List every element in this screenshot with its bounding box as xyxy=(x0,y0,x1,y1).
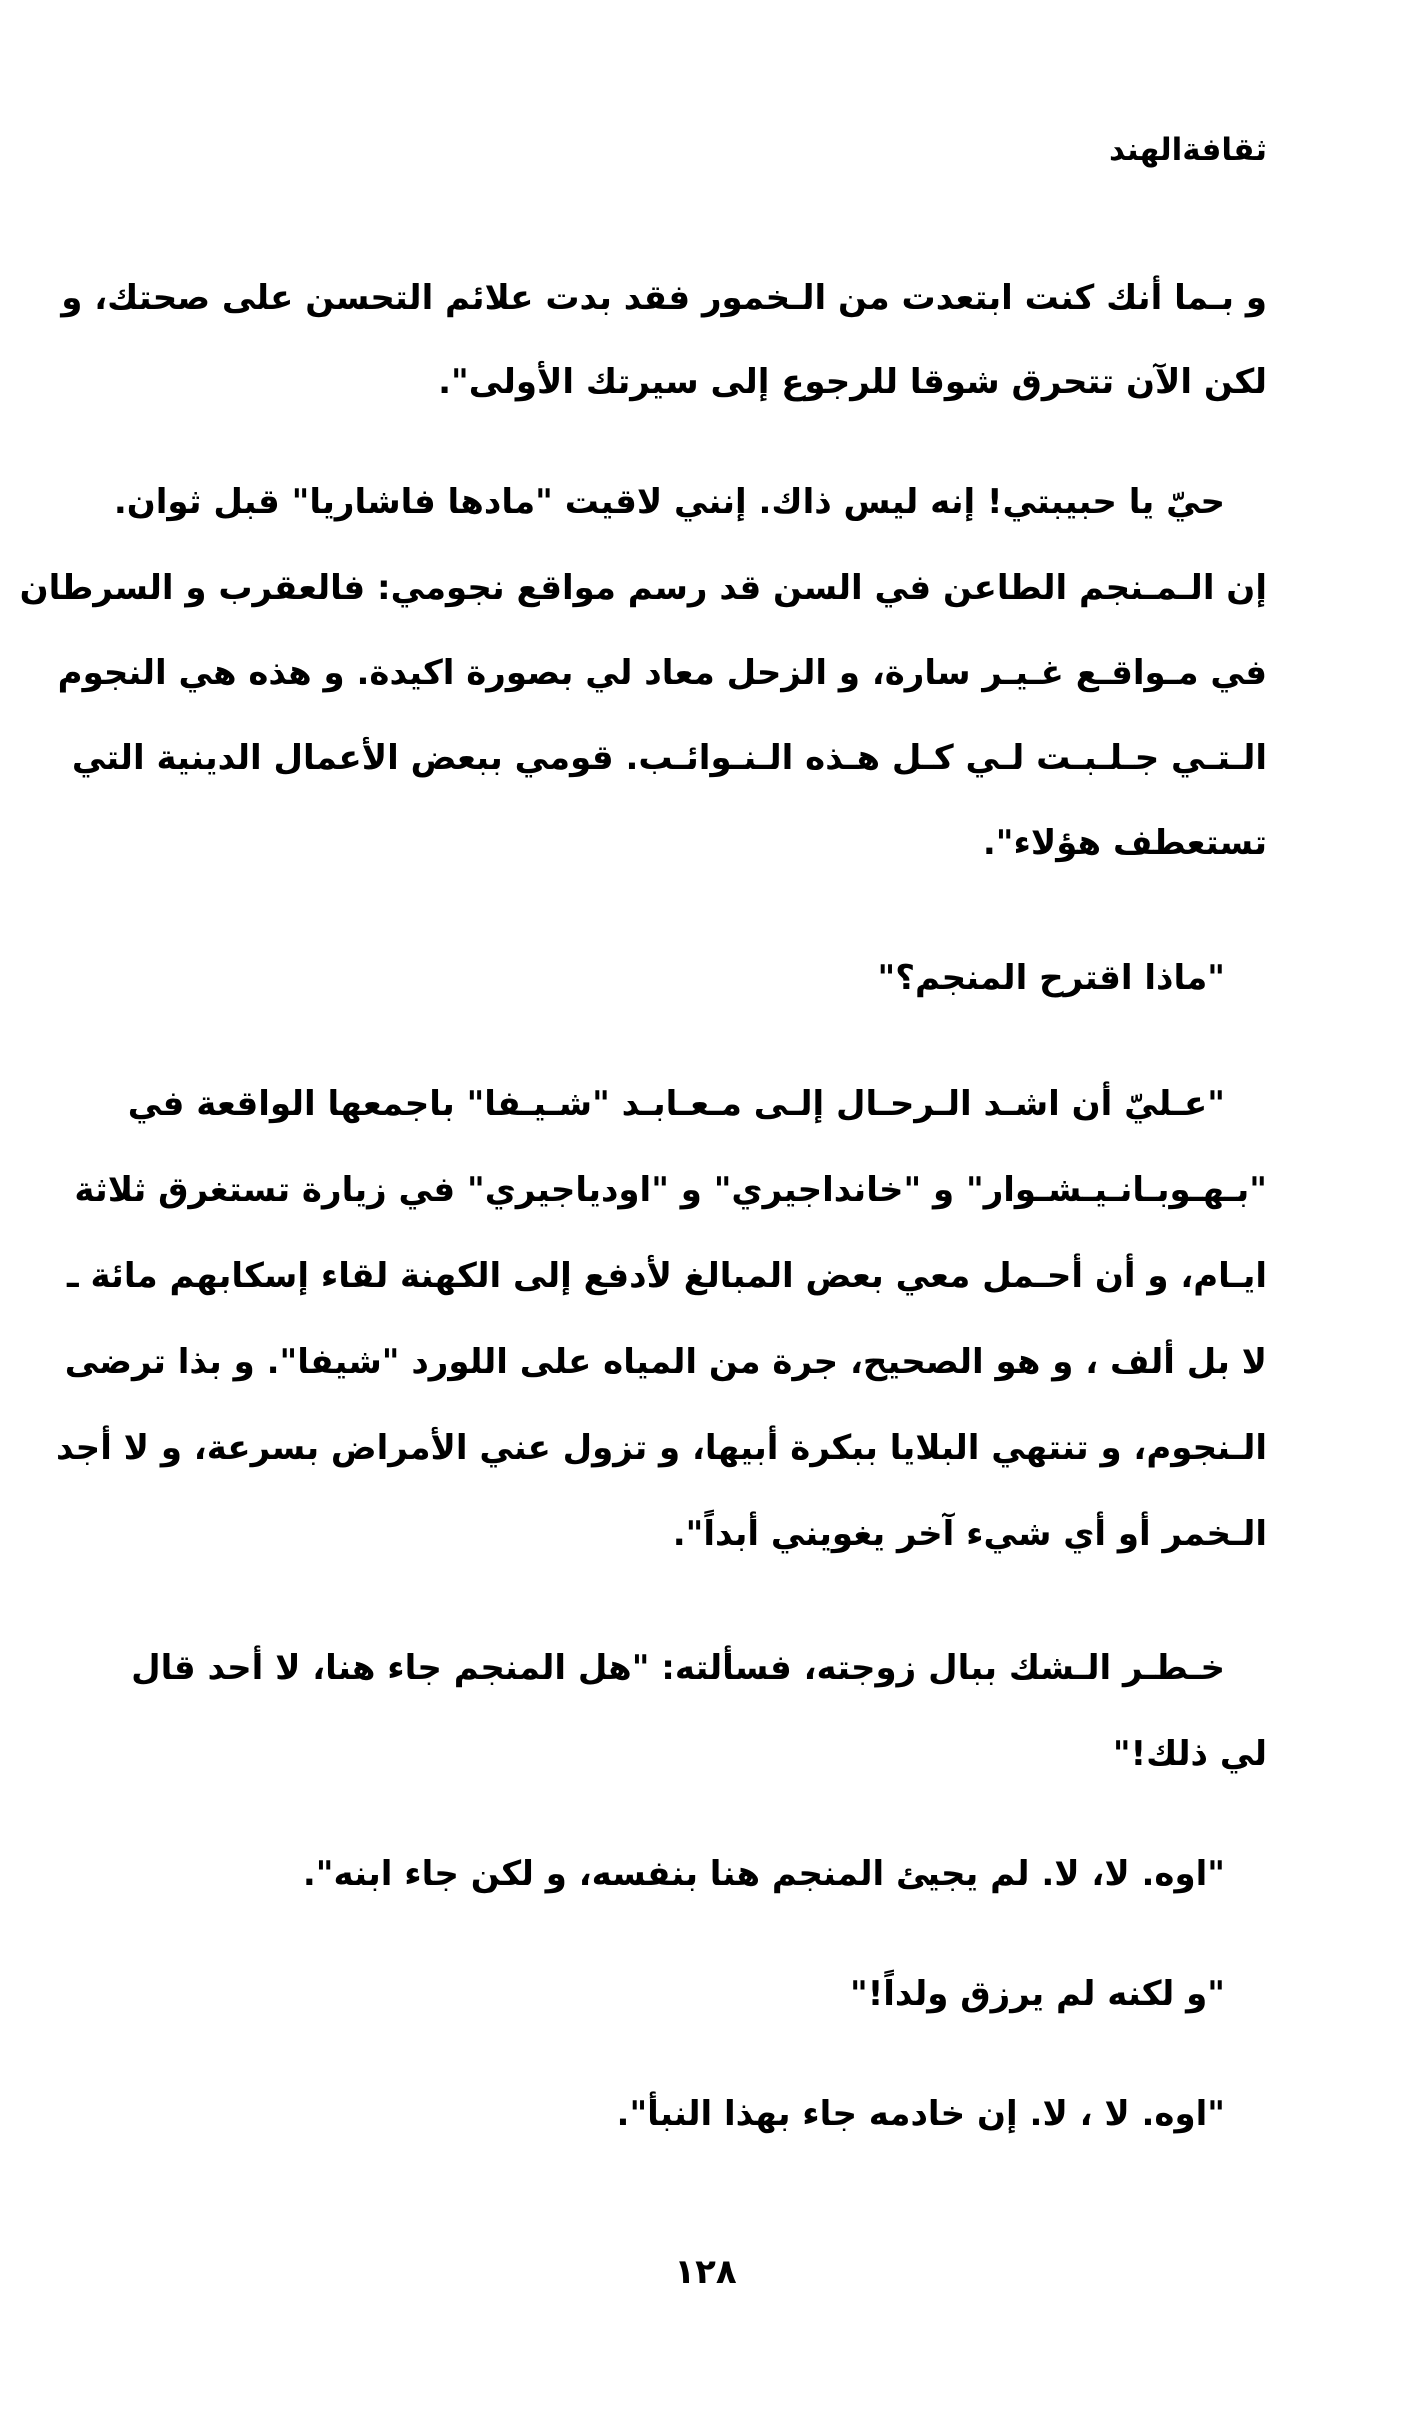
text-line: لكن الآن تتحرق شوقا للرجوع إلى سيرتك الأولى". xyxy=(438,362,1267,402)
text-line: في مـواقـع غـيـر سارة، و الزحل معاد لي بصورة اكيدة. و هذه هي النجوم xyxy=(57,653,1267,693)
text-line: الـتـي جـلـبـت لـي كـل هـذه الـنـوائـب. قومي ببعض الأعمال الدينية التي xyxy=(71,738,1267,778)
text-line: "اوه. لا، لا. لم يجيئ المنجم هنا بنفسه، و لكن جاء ابنه". xyxy=(302,1854,1225,1894)
text-line: خـطـر الـشك ببال زوجته، فسألته: "هل المنجم جاء هنا، لا أحد قال xyxy=(131,1648,1225,1688)
text-line: و بـما أنك كنت ابتعدت من الـخمور فقد بدت علائم التحسن على صحتك، و xyxy=(61,278,1267,318)
text-line: "اوه. لا ، لا. إن خادمه جاء بهذا النبأ". xyxy=(616,2094,1225,2134)
text-line: ايـام، و أن أحـمل معي بعض المبالغ لأدفع إلى الكهنة لقاء إسكابهم مائة ـ xyxy=(66,1256,1267,1296)
text-line: "بـهـوبـانـيـشـوار" و "خانداجيري" و "اودياجيري" في زيارة تستغرق ثلاثة xyxy=(74,1170,1267,1210)
text-line: تستعطف هؤلاء". xyxy=(982,823,1267,863)
text-line: لا بل ألف ، و هو الصحيح، جرة من المياه على اللورد "شيفا". و بذا ترضى xyxy=(64,1342,1267,1382)
text-line: لي ذلك!" xyxy=(1112,1734,1267,1774)
text-line: الـنجوم، و تنتهي البلايا ببكرة أبيها، و تزول عني الأمراض بسرعة، و لا أجد xyxy=(56,1428,1267,1468)
text-line: حيّ يا حبيبتي! إنه ليس ذاك. إنني لاقيت "مادها فاشاريا" قبل ثوان. xyxy=(113,482,1225,522)
text-line: "عـليّ أن اشـد الـرحـال إلـى مـعـابـد "شـيـفا" باجمعها الواقعة في xyxy=(127,1084,1225,1124)
text-line: "و لكنه لم يرزق ولداً!" xyxy=(850,1974,1225,2014)
page-number: ١٢٨ xyxy=(674,2252,737,2292)
running-header-title: ثقافةالهند xyxy=(1109,132,1267,168)
text-line: إن الـمـنجم الطاعن في السن قد رسم مواقع نجومي: فالعقرب و السرطان xyxy=(19,568,1267,608)
text-line: الـخمر أو أي شيء آخر يغويني أبداً". xyxy=(672,1514,1267,1554)
text-line: "ماذا اقترح المنجم؟" xyxy=(877,958,1225,998)
